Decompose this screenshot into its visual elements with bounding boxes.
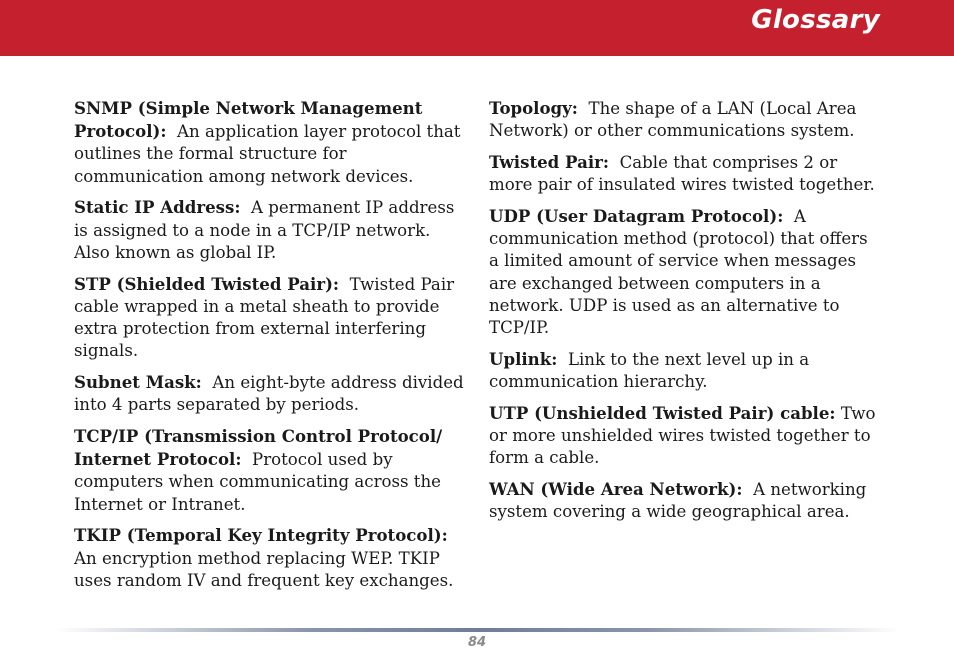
glossary-term: Topology:: [489, 98, 578, 118]
glossary-definition: A permanent IP address is assigned to a node in a TCP/IP network. Also known as global IP.: [74, 198, 455, 262]
glossary-entry: [74, 524, 466, 592]
glossary-definition: Cable that comprises 2 or more pair of insulated wires twisted together.: [489, 153, 875, 195]
glossary-entry: [74, 97, 466, 188]
glossary-definition: A communication method (protocol) that offers a limited amount of service when messages are exchanged between computers in a network. UDP is used as an alternative to TCP/IP.: [489, 207, 868, 338]
glossary-column-right: [489, 97, 881, 532]
glossary-entry: [489, 97, 881, 142]
glossary-term: UTP (Unshielded Twisted Pair) cable:: [489, 402, 836, 423]
glossary-term: TCP/IP (Transmission Control Protocol/ Internet Protocol:: [74, 426, 443, 470]
glossary-term: STP (Shielded Twisted Pair):: [74, 273, 340, 294]
glossary-definition: An application layer protocol that outlines the formal structure for communication among network devices.: [74, 122, 461, 186]
glossary-term: Uplink:: [489, 348, 558, 369]
glossary-definition: The shape of a LAN (Local Area Network) or other communications system.: [489, 99, 857, 141]
glossary-term: TKIP (Temporal Key Integrity Protocol):: [74, 525, 448, 546]
glossary-entry: [489, 205, 881, 339]
glossary-entry: [489, 402, 881, 470]
glossary-definition: An encryption method replacing WEP. TKIP uses random IV and frequent key exchanges.: [74, 548, 454, 590]
glossary-definition: A networking system covering a wide geographical area.: [489, 480, 867, 522]
header-bar: [0, 0, 954, 56]
glossary-column-left: [74, 97, 466, 601]
glossary-definition: Two or more unshielded wires twisted together to form a cable.: [489, 403, 876, 468]
glossary-term: WAN (Wide Area Network):: [489, 479, 743, 500]
glossary-entry: [489, 151, 881, 196]
glossary-definition: Protocol used by computers when communicating across the Internet or Intranet.: [74, 450, 441, 514]
glossary-term: Subnet Mask:: [74, 372, 202, 393]
glossary-entry: [74, 371, 466, 416]
glossary-entry: [74, 425, 466, 516]
page-number: 84: [467, 635, 487, 650]
page-title: Glossary: [751, 5, 880, 35]
glossary-term: UDP (User Datagram Protocol):: [489, 206, 784, 226]
glossary-definition: Twisted Pair cable wrapped in a metal sheath to provide extra protection from external interfering signals.: [74, 274, 455, 361]
glossary-definition: Link to the next level up in a communication hierarchy.: [489, 349, 810, 392]
glossary-term: Twisted Pair:: [489, 152, 610, 172]
glossary-entry: [74, 273, 466, 363]
glossary-entry: [489, 348, 881, 393]
glossary-entry: [489, 478, 881, 523]
glossary-term: Static IP Address:: [74, 197, 241, 218]
glossary-term: SNMP (Simple Network Management Protocol):: [74, 98, 423, 142]
glossary-definition: An eight-byte address divided into 4 parts separated by periods.: [74, 373, 464, 415]
footer-divider: [55, 628, 900, 632]
glossary-entry: [74, 196, 466, 264]
